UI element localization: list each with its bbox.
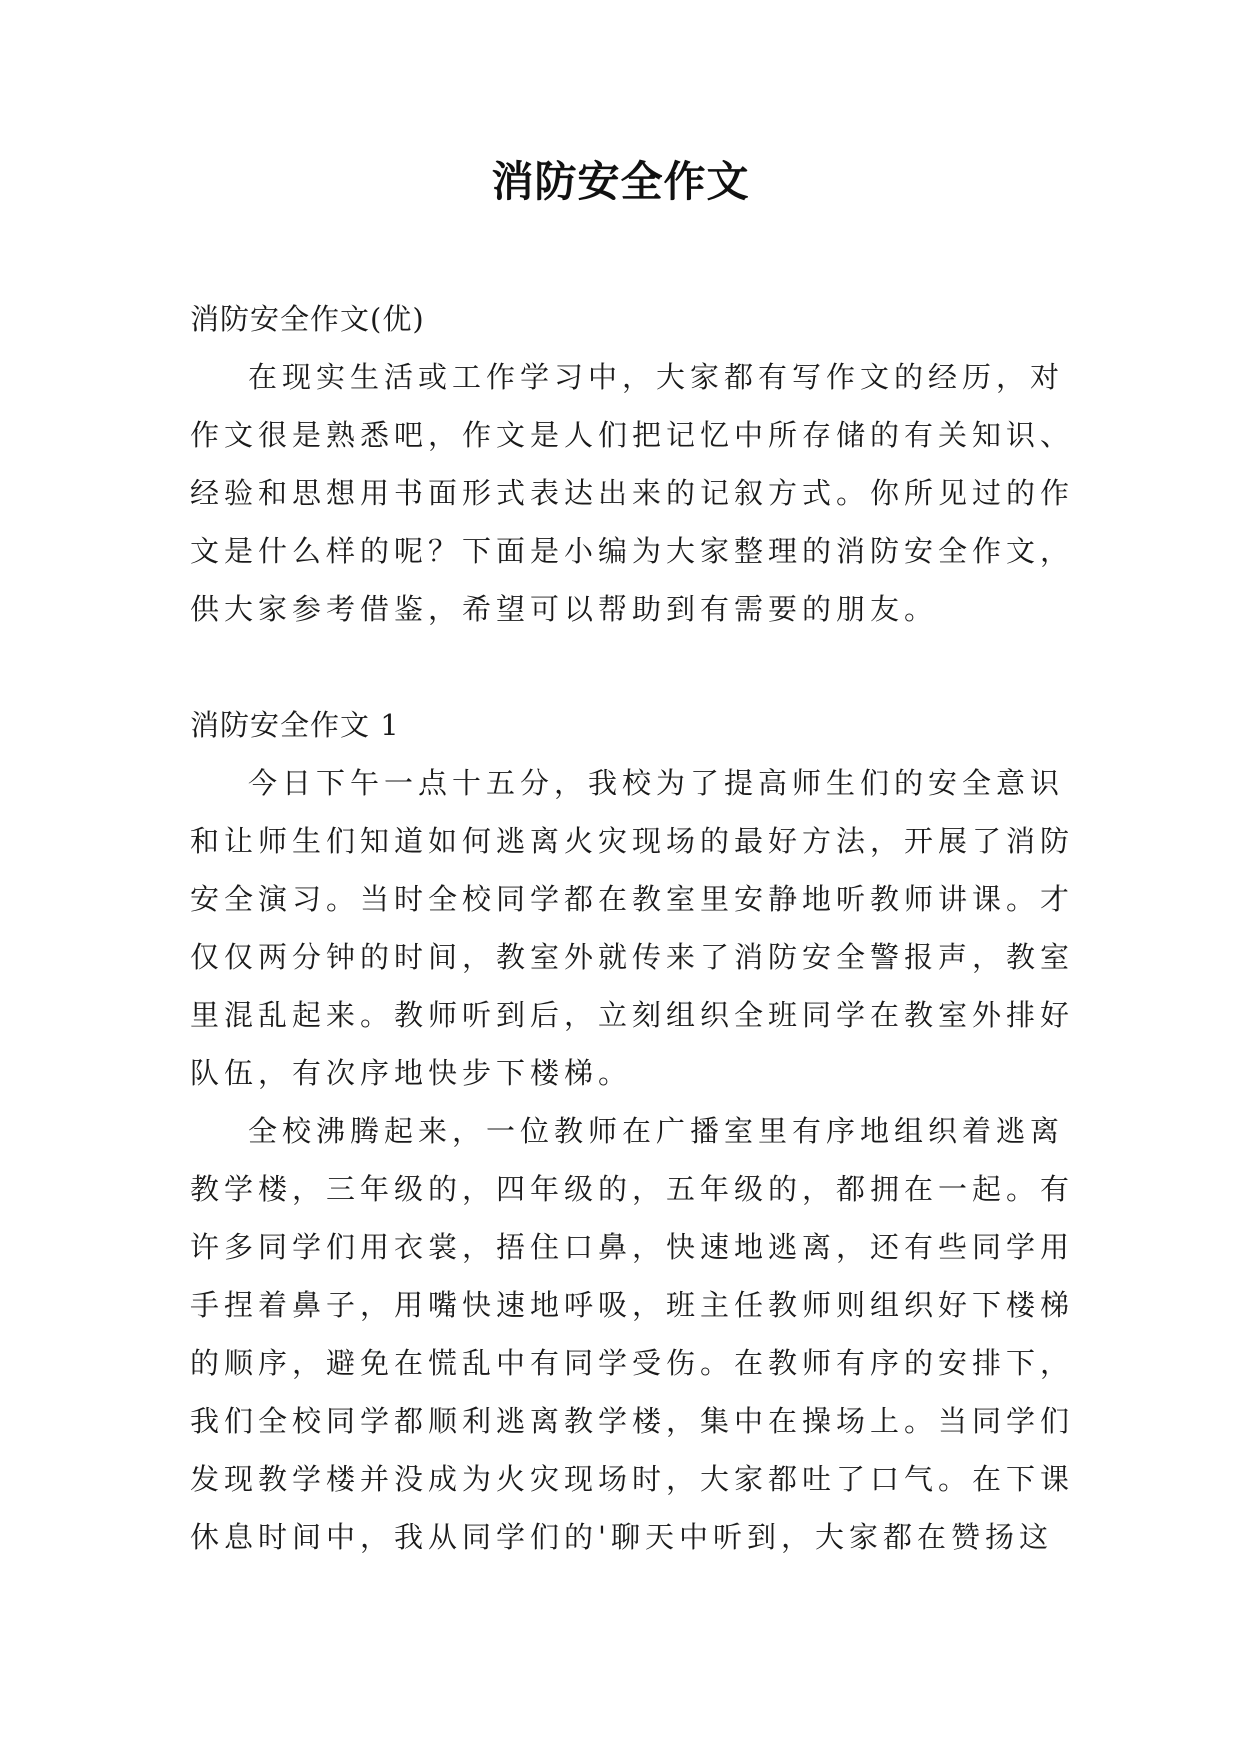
text-line: 休息时间中，我从同学们的'聊天中听到，大家都在赞扬这 xyxy=(190,1520,1053,1554)
text-line: 的顺序，避免在慌乱中有同学受伤。在教师有序的安排下， xyxy=(190,1346,1075,1380)
text-line: 教学楼，三年级的，四年级的，五年级的，都拥在一起。有 xyxy=(190,1172,1075,1206)
document-body xyxy=(190,290,1075,1566)
text-line: 供大家参考借鉴，希望可以帮助到有需要的朋友。 xyxy=(190,592,939,626)
section-heading: 消防安全作文 1 xyxy=(190,708,400,742)
text-line: 仅仅两分钟的时间，教室外就传来了消防安全警报声，教室 xyxy=(190,940,1075,974)
text-line: 今日下午一点十五分，我校为了提高师生们的安全意识 xyxy=(248,766,1065,800)
text-line: 经验和思想用书面形式表达出来的记叙方式。你所见过的作 xyxy=(190,476,1075,510)
text-line: 我们全校同学都顺利逃离教学楼，集中在操场上。当同学们 xyxy=(190,1404,1075,1438)
text-line: 许多同学们用衣裳，捂住口鼻，快速地逃离，还有些同学用 xyxy=(190,1230,1075,1264)
text-line: 发现教学楼并没成为火灾现场时，大家都吐了口气。在下课 xyxy=(190,1462,1075,1496)
paragraph xyxy=(190,348,1075,638)
text-line: 在现实生活或工作学习中，大家都有写作文的经历，对 xyxy=(248,360,1065,394)
text-line: 作文很是熟悉吧，作文是人们把记忆中所存储的有关知识、 xyxy=(190,418,1075,452)
document-title: 消防安全作文 xyxy=(491,157,750,206)
text-line: 队伍，有次序地快步下楼梯。 xyxy=(190,1056,633,1090)
text-line: 里混乱起来。教师听到后，立刻组织全班同学在教室外排好 xyxy=(190,998,1075,1032)
text-line: 安全演习。当时全校同学都在教室里安静地听教师讲课。才 xyxy=(190,882,1075,916)
paragraph xyxy=(190,754,1075,1102)
text-line: 全校沸腾起来，一位教师在广播室里有序地组织着逃离 xyxy=(248,1114,1065,1148)
text-line: 手捏着鼻子，用嘴快速地呼吸，班主任教师则组织好下楼梯 xyxy=(190,1288,1075,1322)
paragraph xyxy=(190,1102,1075,1566)
text-line: 文是什么样的呢？下面是小编为大家整理的消防安全作文， xyxy=(190,534,1075,568)
section-heading: 消防安全作文(优) xyxy=(190,302,425,336)
text-line: 和让师生们知道如何逃离火灾现场的最好方法，开展了消防 xyxy=(190,824,1075,858)
